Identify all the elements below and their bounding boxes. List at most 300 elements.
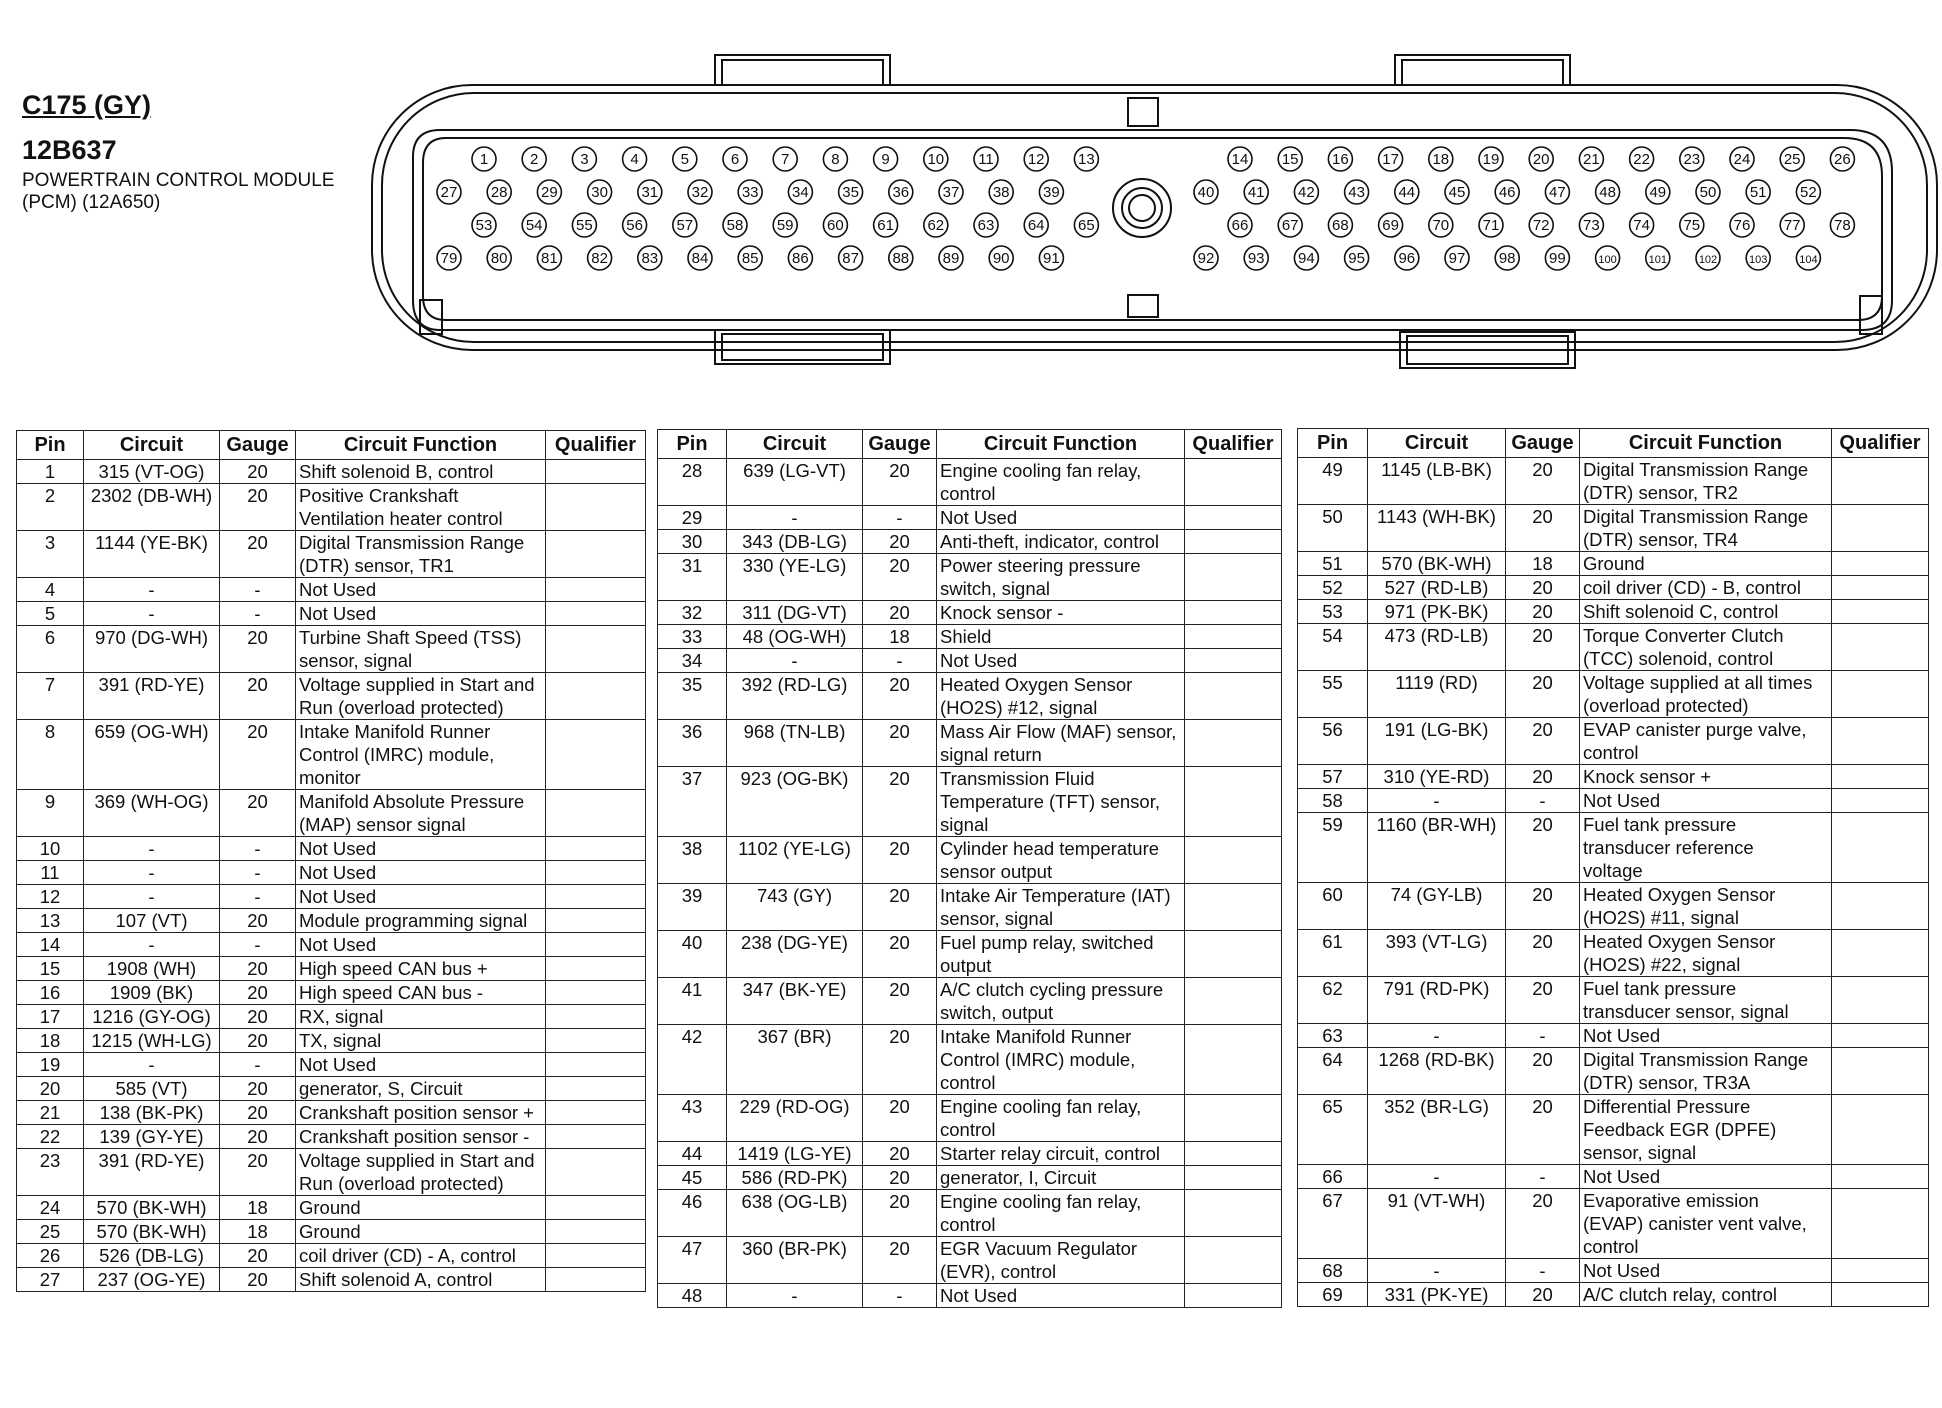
circuit-cell: 1145 (LB-BK): [1368, 458, 1506, 505]
pin-cavity-28: [487, 180, 511, 204]
pin-cavity-99: [1545, 246, 1569, 270]
module-description-line2: (PCM) (12A650): [22, 192, 161, 213]
gauge-cell: 20: [220, 1125, 296, 1149]
pin-cavity-number: 11: [978, 151, 994, 168]
gauge-cell: 20: [863, 1190, 937, 1237]
pin-cell: 58: [1298, 789, 1368, 813]
circuit-function-line: Not Used: [1583, 1260, 1661, 1281]
pin-cavity-87: [839, 246, 863, 270]
circuit-cell: 1215 (WH-LG): [84, 1029, 220, 1053]
pin-table-2: [657, 429, 1282, 1308]
circuit-function-line: Shift solenoid A, control: [299, 1269, 493, 1290]
qualifier-cell: [1832, 1259, 1929, 1283]
gauge-cell: 20: [863, 601, 937, 625]
gauge-cell: 20: [863, 1025, 937, 1095]
pin-cavity-number: 72: [1532, 217, 1550, 234]
pin-cell: 54: [1298, 624, 1368, 671]
table-row: [1298, 552, 1929, 576]
circuit-cell: 347 (BK-YE): [727, 978, 863, 1025]
pin-cavity-65: [1074, 213, 1098, 237]
circuit-cell: 1908 (WH): [84, 957, 220, 981]
pin-cavity-9: [874, 147, 898, 171]
table-row: [1298, 789, 1929, 813]
pin-cavity-50: [1696, 180, 1720, 204]
circuit-cell: 2302 (DB-WH): [84, 484, 220, 531]
pin-cell: 47: [658, 1237, 727, 1284]
gauge-cell: 20: [1506, 1189, 1580, 1259]
pin-cavity-number: 86: [792, 250, 809, 267]
circuit-cell: 1144 (YE-BK): [84, 531, 220, 578]
circuit-function-line: control: [940, 483, 996, 504]
pin-cell: 25: [17, 1220, 84, 1244]
pin-cavity-number: 92: [1197, 250, 1215, 267]
pin-cavity-number: 9: [881, 151, 890, 168]
circuit-function-cell: [296, 909, 546, 933]
circuit-cell: -: [84, 861, 220, 885]
gauge-cell: 20: [220, 1005, 296, 1029]
table-row: [1298, 624, 1929, 671]
circuit-function-cell: [296, 626, 546, 673]
pin-cell: 57: [1298, 765, 1368, 789]
pin-cavity-71: [1479, 213, 1503, 237]
pin-cavity-27: [437, 180, 461, 204]
qualifier-cell: [546, 1029, 646, 1053]
pin-cell: 52: [1298, 576, 1368, 600]
table-row: [658, 1095, 1282, 1142]
pin-cell: 42: [658, 1025, 727, 1095]
circuit-function-cell: [296, 957, 546, 981]
qualifier-cell: [1185, 884, 1282, 931]
circuit-cell: 570 (BK-WH): [84, 1220, 220, 1244]
pin-cavity-12: [1024, 147, 1048, 171]
header-gauge: Gauge: [220, 431, 296, 460]
table-row: [1298, 1165, 1929, 1189]
qualifier-cell: [1185, 837, 1282, 884]
circuit-function-cell: [296, 1053, 546, 1077]
table-row: [1298, 765, 1929, 789]
circuit-cell: 1419 (LG-YE): [727, 1142, 863, 1166]
circuit-function-line: High speed CAN bus +: [299, 958, 488, 979]
table-row: [17, 1053, 646, 1077]
circuit-function-line: transducer reference: [1583, 837, 1754, 858]
pin-cavity-number: 100: [1598, 254, 1617, 266]
circuit-function-line: (HO2S) #11, signal: [1583, 907, 1739, 928]
pin-cavity-number: 59: [776, 217, 794, 234]
circuit-function-cell: [296, 484, 546, 531]
table-row: [658, 931, 1282, 978]
circuit-cell: 311 (DG-VT): [727, 601, 863, 625]
circuit-function-cell: [1580, 624, 1832, 671]
table-row: [658, 625, 1282, 649]
table-row: [17, 790, 646, 837]
circuit-function-line: Power steering pressure: [940, 555, 1141, 576]
circuit-function-line: voltage: [1583, 860, 1643, 881]
pin-cavity-number: 15: [1281, 151, 1299, 168]
pin-cavity-number: 103: [1749, 254, 1768, 266]
pin-cavity-92: [1194, 246, 1218, 270]
circuit-function-cell: [296, 933, 546, 957]
pin-cell: 8: [17, 720, 84, 790]
pin-cell: 67: [1298, 1189, 1368, 1259]
circuit-function-cell: [296, 1220, 546, 1244]
pin-cell: 31: [658, 554, 727, 601]
pin-cavity-number: 12: [1027, 151, 1045, 168]
circuit-function-line: Not Used: [299, 603, 377, 624]
pin-cavity-20: [1529, 147, 1553, 171]
qualifier-cell: [546, 837, 646, 861]
pin-cavity-63: [974, 213, 998, 237]
gauge-cell: 20: [863, 884, 937, 931]
header-circuit: Circuit: [84, 431, 220, 460]
pin-cavity-103: [1746, 246, 1770, 270]
pin-cavity-51: [1746, 180, 1770, 204]
qualifier-cell: [546, 1149, 646, 1196]
qualifier-cell: [1832, 1165, 1929, 1189]
circuit-function-cell: [296, 837, 546, 861]
center-jack-screw-inner: [1129, 195, 1155, 221]
pin-cavity-number: 24: [1733, 151, 1751, 168]
qualifier-cell: [1832, 671, 1929, 718]
pin-cavity-number: 102: [1698, 254, 1718, 266]
circuit-function-line: (EVR), control: [940, 1261, 1057, 1282]
pin-cavity-number: 54: [525, 217, 543, 234]
circuit-function-line: Heated Oxygen Sensor: [1583, 884, 1776, 905]
circuit-cell: 968 (TN-LB): [727, 720, 863, 767]
table-row: [17, 673, 646, 720]
pin-cavity-32: [688, 180, 712, 204]
circuit-function-line: Manifold Absolute Pressure: [299, 791, 525, 812]
pin-cavity-13: [1074, 147, 1098, 171]
qualifier-cell: [546, 1125, 646, 1149]
pin-cell: 68: [1298, 1259, 1368, 1283]
pin-cavity-45: [1445, 180, 1469, 204]
gauge-cell: 20: [1506, 813, 1580, 883]
circuit-function-line: coil driver (CD) - B, control: [1583, 577, 1801, 598]
table-row: [658, 554, 1282, 601]
table-row: [17, 1149, 646, 1196]
pin-cavity-number: 91: [1043, 250, 1060, 267]
pin-cavity-89: [939, 246, 963, 270]
table-row: [658, 1166, 1282, 1190]
circuit-function-cell: [937, 506, 1185, 530]
pin-cavity-number: 79: [440, 250, 458, 267]
pin-cavity-76: [1730, 213, 1754, 237]
circuit-function-line: Ground: [1583, 553, 1645, 574]
pin-cavity-number: 41: [1247, 184, 1265, 201]
circuit-function-line: A/C clutch cycling pressure: [940, 979, 1164, 1000]
gauge-cell: 20: [863, 837, 937, 884]
circuit-cell: 570 (BK-WH): [84, 1196, 220, 1220]
circuit-function-line: Not Used: [940, 1285, 1018, 1306]
circuit-function-line: Not Used: [299, 934, 377, 955]
circuit-function-line: sensor, signal: [299, 650, 413, 671]
pin-cavity-102: [1696, 246, 1720, 270]
qualifier-cell: [546, 1053, 646, 1077]
pin-cavity-number: 82: [591, 250, 608, 267]
qualifier-cell: [546, 885, 646, 909]
pin-cavity-7: [773, 147, 797, 171]
circuit-function-line: (overload protected): [1583, 695, 1749, 716]
gauge-cell: -: [1506, 1024, 1580, 1048]
circuit-cell: 1119 (RD): [1368, 671, 1506, 718]
gauge-cell: 20: [1506, 1048, 1580, 1095]
circuit-cell: -: [727, 506, 863, 530]
pin-cavity-number: 101: [1648, 254, 1667, 266]
pin-cavity-22: [1630, 147, 1654, 171]
circuit-cell: 139 (GY-YE): [84, 1125, 220, 1149]
pin-cavity-group: [437, 147, 1854, 270]
connector-outer-shell: [372, 85, 1937, 350]
pin-cavity-41: [1244, 180, 1268, 204]
pin-cavity-43: [1345, 180, 1369, 204]
circuit-cell: 229 (RD-OG): [727, 1095, 863, 1142]
circuit-function-line: control: [940, 1119, 996, 1140]
qualifier-cell: [1832, 600, 1929, 624]
circuit-cell: 48 (OG-WH): [727, 625, 863, 649]
gauge-cell: 20: [863, 720, 937, 767]
table-row: [17, 909, 646, 933]
table-row: [658, 649, 1282, 673]
circuit-cell: 923 (OG-BK): [727, 767, 863, 837]
header-circuit: Circuit: [727, 430, 863, 459]
pin-table-3: [1297, 428, 1929, 1307]
circuit-function-cell: [937, 884, 1185, 931]
pin-cell: 12: [17, 885, 84, 909]
circuit-cell: 391 (RD-YE): [84, 1149, 220, 1196]
qualifier-cell: [1832, 813, 1929, 883]
circuit-function-line: Control (IMRC) module,: [299, 744, 495, 765]
circuit-cell: 391 (RD-YE): [84, 673, 220, 720]
gauge-cell: 20: [220, 720, 296, 790]
qualifier-cell: [1832, 1024, 1929, 1048]
table-row: [658, 1284, 1282, 1308]
circuit-cell: 392 (RD-LG): [727, 673, 863, 720]
gauge-cell: 20: [220, 957, 296, 981]
table-row: [17, 1125, 646, 1149]
bottom-locking-tab-left: [715, 330, 890, 364]
pin-cavity-number: 37: [942, 184, 960, 201]
pin-cell: 49: [1298, 458, 1368, 505]
bottom-key-notch: [1128, 295, 1158, 317]
circuit-function-cell: [937, 1166, 1185, 1190]
circuit-cell: 970 (DG-WH): [84, 626, 220, 673]
pin-cavity-2: [522, 147, 546, 171]
circuit-cell: 343 (DB-LG): [727, 530, 863, 554]
pin-cavity-38: [989, 180, 1013, 204]
pin-cavity-number: 38: [992, 184, 1010, 201]
pin-cavity-55: [572, 213, 596, 237]
pin-cavity-94: [1294, 246, 1318, 270]
qualifier-cell: [1185, 931, 1282, 978]
pin-cell: 63: [1298, 1024, 1368, 1048]
gauge-cell: 18: [863, 625, 937, 649]
circuit-function-line: EVAP canister purge valve,: [1583, 719, 1807, 740]
table-row: [658, 767, 1282, 837]
pin-cavity-number: 80: [490, 250, 508, 267]
pin-cavity-66: [1228, 213, 1252, 237]
header-circuit-function: Circuit Function: [296, 431, 546, 460]
circuit-function-cell: [937, 978, 1185, 1025]
table-row: [1298, 883, 1929, 930]
pin-cavity-26: [1830, 147, 1854, 171]
pin-cell: 64: [1298, 1048, 1368, 1095]
pin-cavity-52: [1796, 180, 1820, 204]
pin-cavity-number: 74: [1633, 217, 1650, 234]
circuit-function-line: Evaporative emission: [1583, 1190, 1759, 1211]
circuit-cell: 315 (VT-OG): [84, 460, 220, 484]
table-row: [1298, 600, 1929, 624]
gauge-cell: 20: [1506, 458, 1580, 505]
pin-cavity-number: 95: [1348, 250, 1365, 267]
gauge-cell: 20: [220, 1077, 296, 1101]
circuit-cell: 1268 (RD-BK): [1368, 1048, 1506, 1095]
pin-cavity-90: [989, 246, 1013, 270]
circuit-cell: -: [727, 1284, 863, 1308]
table-row: [1298, 1095, 1929, 1165]
table-row: [1298, 1048, 1929, 1095]
circuit-function-line: control: [940, 1214, 996, 1235]
circuit-cell: 352 (BR-LG): [1368, 1095, 1506, 1165]
circuit-function-line: Digital Transmission Range: [1583, 506, 1809, 527]
pin-cell: 30: [658, 530, 727, 554]
qualifier-cell: [1832, 1189, 1929, 1259]
pin-cavity-58: [723, 213, 747, 237]
gauge-cell: 20: [220, 981, 296, 1005]
circuit-function-line: RX, signal: [299, 1006, 384, 1027]
pin-cavity-number: 14: [1231, 151, 1249, 168]
pin-cell: 17: [17, 1005, 84, 1029]
gauge-cell: 20: [220, 1029, 296, 1053]
gauge-cell: 20: [220, 673, 296, 720]
circuit-function-cell: [296, 790, 546, 837]
qualifier-cell: [1185, 625, 1282, 649]
pin-cell: 61: [1298, 930, 1368, 977]
circuit-function-line: Fuel tank pressure: [1583, 978, 1737, 999]
circuit-function-line: sensor, signal: [940, 908, 1054, 929]
circuit-function-line: Knock sensor -: [940, 602, 1064, 623]
pin-cavity-29: [537, 180, 561, 204]
circuit-function-line: Positive Crankshaft: [299, 485, 459, 506]
header-circuit: Circuit: [1368, 429, 1506, 458]
pin-cell: 51: [1298, 552, 1368, 576]
gauge-cell: 18: [220, 1220, 296, 1244]
gauge-cell: 20: [220, 1244, 296, 1268]
circuit-function-line: Ventilation heater control: [299, 508, 503, 529]
pin-cell: 40: [658, 931, 727, 978]
circuit-function-cell: [296, 1005, 546, 1029]
circuit-function-cell: [1580, 1283, 1832, 1307]
pin-cavity-number: 89: [942, 250, 960, 267]
pin-cavity-number: 50: [1699, 184, 1717, 201]
pin-cell: 65: [1298, 1095, 1368, 1165]
gauge-cell: 20: [1506, 930, 1580, 977]
pin-cavity-39: [1039, 180, 1063, 204]
pin-cavity-number: 20: [1532, 151, 1550, 168]
circuit-function-line: Not Used: [299, 1054, 377, 1075]
circuit-function-cell: [937, 1095, 1185, 1142]
gauge-cell: -: [220, 837, 296, 861]
pin-cavity-85: [738, 246, 762, 270]
pin-cavity-number: 45: [1448, 184, 1466, 201]
pin-cavity-44: [1395, 180, 1419, 204]
table-row: [1298, 813, 1929, 883]
circuit-function-line: Engine cooling fan relay,: [940, 1096, 1142, 1117]
table-row: [17, 885, 646, 909]
circuit-cell: 659 (OG-WH): [84, 720, 220, 790]
pin-cavity-number: 78: [1834, 217, 1851, 234]
circuit-function-line: Voltage supplied in Start and: [299, 674, 535, 695]
gauge-cell: 20: [863, 1142, 937, 1166]
circuit-function-line: Run (overload protected): [299, 1173, 504, 1194]
pin-cavity-number: 90: [992, 250, 1010, 267]
pin-cavity-number: 29: [541, 184, 558, 201]
qualifier-cell: [546, 578, 646, 602]
gauge-cell: -: [220, 1053, 296, 1077]
circuit-cell: 743 (GY): [727, 884, 863, 931]
pin-cavity-31: [638, 180, 662, 204]
circuit-function-cell: [937, 459, 1185, 506]
qualifier-cell: [1832, 576, 1929, 600]
circuit-function-line: sensor output: [940, 861, 1053, 882]
pin-cavity-83: [638, 246, 662, 270]
qualifier-cell: [546, 1077, 646, 1101]
qualifier-cell: [546, 790, 646, 837]
table-row: [17, 933, 646, 957]
qualifier-cell: [546, 673, 646, 720]
pin-cavity-number: 16: [1332, 151, 1349, 168]
gauge-cell: 20: [863, 1237, 937, 1284]
circuit-cell: -: [1368, 1165, 1506, 1189]
pin-cavity-77: [1780, 213, 1804, 237]
circuit-function-line: Feedback EGR (DPFE): [1583, 1119, 1777, 1140]
pin-cavity-number: 7: [781, 151, 790, 168]
qualifier-cell: [1185, 767, 1282, 837]
circuit-function-cell: [1580, 789, 1832, 813]
qualifier-cell: [1832, 1283, 1929, 1307]
table-row: [658, 837, 1282, 884]
table-row: [17, 484, 646, 531]
table-row: [17, 1220, 646, 1244]
pin-cell: 38: [658, 837, 727, 884]
circuit-function-line: EGR Vacuum Regulator: [940, 1238, 1138, 1259]
circuit-function-cell: [1580, 765, 1832, 789]
circuit-function-cell: [937, 767, 1185, 837]
pin-cavity-number: 61: [877, 217, 894, 234]
circuit-function-line: coil driver (CD) - A, control: [299, 1245, 516, 1266]
pin-cavity-30: [588, 180, 612, 204]
pin-cavity-59: [773, 213, 797, 237]
pin-cavity-15: [1278, 147, 1302, 171]
table-row: [17, 1196, 646, 1220]
pin-cavity-61: [874, 213, 898, 237]
pin-cell: 53: [1298, 600, 1368, 624]
circuit-function-line: Heated Oxygen Sensor: [940, 674, 1133, 695]
table-row: [658, 1025, 1282, 1095]
gauge-cell: -: [220, 602, 296, 626]
circuit-function-cell: [1580, 813, 1832, 883]
pin-cavity-number: 23: [1683, 151, 1701, 168]
pin-cavity-40: [1194, 180, 1218, 204]
pin-cavity-34: [788, 180, 812, 204]
pin-cavity-number: 58: [726, 217, 744, 234]
circuit-function-cell: [1580, 552, 1832, 576]
gauge-cell: -: [220, 885, 296, 909]
circuit-function-cell: [937, 649, 1185, 673]
pin-cell: 4: [17, 578, 84, 602]
pin-cavity-number: 47: [1549, 184, 1566, 201]
connector-code: C175 (GY): [22, 90, 152, 120]
pin-cavity-number: 34: [792, 184, 809, 201]
